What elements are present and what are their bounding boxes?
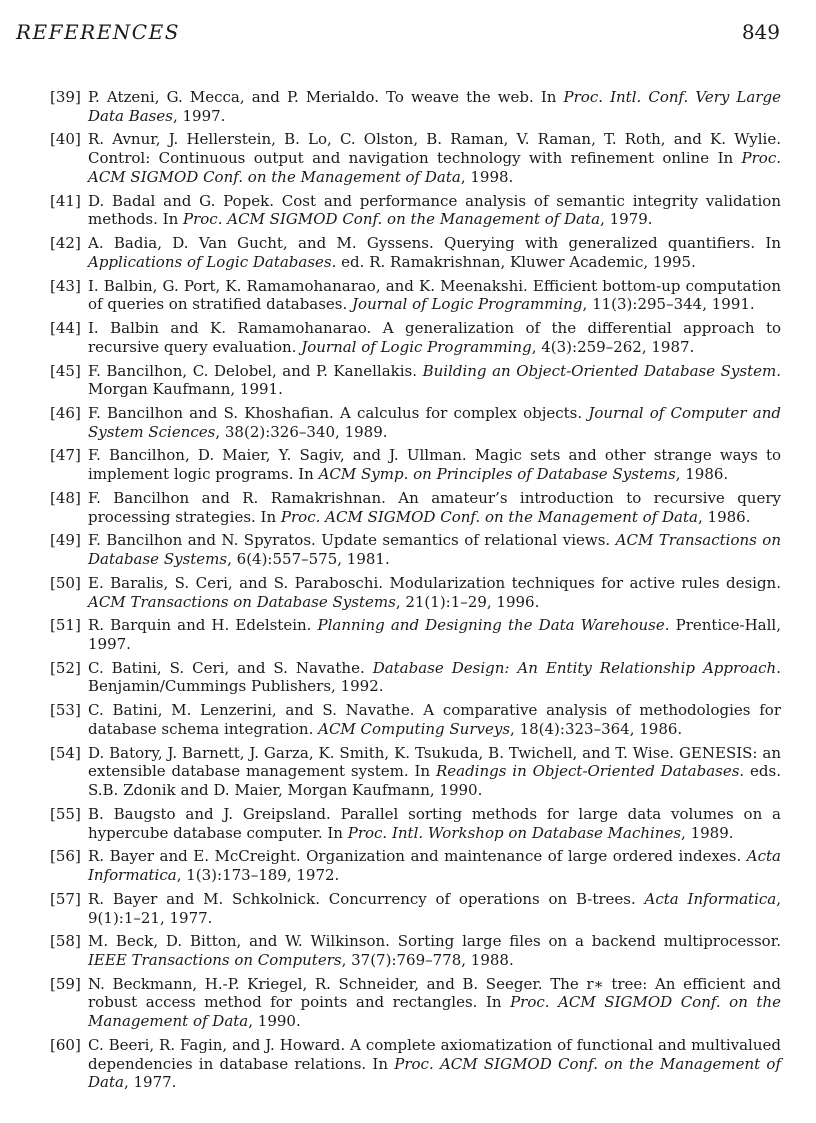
reference-venue: Proc. Intl. Workshop on Database Machines (347, 823, 682, 842)
reference-entry (50, 975, 781, 1031)
reference-number: [59] (50, 974, 81, 993)
reference-entry (50, 616, 781, 653)
reference-text (88, 192, 781, 229)
reference-number: [47] (50, 446, 81, 465)
reference-text (88, 319, 781, 356)
reference-number: [60] (50, 1035, 81, 1054)
reference-entry (50, 1036, 781, 1092)
reference-entry (50, 701, 781, 738)
reference-segment: . Prentice-Hall, 1997. (88, 616, 781, 653)
reference-number: [54] (50, 743, 81, 762)
reference-segment: C. Batini, M. Lenzerini, and S. Navathe. A comparative analysis of methodologies for database schema integration. (88, 701, 781, 738)
reference-venue: ACM Transactions on Database Systems (88, 592, 396, 611)
reference-segment: E. Baralis, S. Ceri, and S. Paraboschi. Modularization techniques for active rules design. (88, 573, 781, 592)
reference-text (88, 701, 781, 738)
reference-entry (50, 932, 781, 969)
reference-venue: Journal of Logic Programming (301, 337, 532, 356)
reference-venue: Proc. ACM SIGMOD Conf. on the Management of Data (88, 993, 781, 1031)
reference-number: [41] (50, 191, 81, 210)
reference-entry (50, 446, 781, 483)
reference-segment: , 1979. (600, 210, 653, 229)
reference-segment: F. Bancilhon, C. Delobel, and P. Kanellakis. (88, 361, 423, 380)
reference-text (88, 1036, 781, 1092)
reference-number: [44] (50, 319, 81, 338)
reference-text (88, 277, 781, 314)
reference-venue: Proc. Intl. Conf. Very Large Data Bases (88, 88, 781, 125)
reference-venue: Acta Informatica (88, 847, 781, 885)
reference-entry (50, 362, 781, 399)
reference-text (88, 975, 781, 1031)
reference-venue: Database Design: An Entity Relationship Approach (372, 658, 777, 677)
reference-segment: F. Bancilhon and R. Ramakrishnan. An amateur’s introduction to recursive query processing strategies. In (88, 488, 781, 526)
reference-number: [57] (50, 889, 81, 908)
reference-venue: Readings in Object-Oriented Databases. (435, 762, 745, 781)
reference-venue: Journal of Logic Programming (352, 295, 583, 314)
reference-segment: I. Balbin and K. Ramamohanarao. A generalization of the differential approach to recursive query evaluation. (88, 319, 781, 356)
reference-segment: , 1990. (248, 1012, 301, 1031)
running-header (16, 20, 780, 46)
reference-segment: C. Batini, S. Ceri, and S. Navathe. (88, 658, 373, 677)
reference-text (88, 659, 781, 696)
reference-number: [58] (50, 932, 81, 951)
reference-segment: B. Baugsto and J. Greipsland. Parallel sorting methods for large data volumes on a hypercube database computer. In (88, 804, 781, 842)
reference-text (88, 847, 781, 884)
reference-segment: D. Badal and G. Popek. Cost and performance analysis of semantic integrity validation methods. In (88, 191, 781, 229)
reference-text (88, 744, 781, 800)
reference-venue: Journal of Computer and System Sciences (88, 403, 781, 441)
reference-number: [45] (50, 361, 81, 380)
reference-segment: P. Atzeni, G. Mecca, and P. Merialdo. To weave the web. In (88, 88, 564, 106)
reference-segment: eds. S.B. Zdonik and D. Maier, Morgan Kaufmann, 1990. (88, 762, 781, 800)
reference-text (88, 932, 781, 969)
reference-venue: Applications of Logic Databases. (88, 252, 337, 271)
reference-segment: , 18(4):323–364, 1986. (510, 719, 683, 738)
page-number: 849 (741, 20, 780, 44)
reference-venue: Proc. ACM SIGMOD Conf. on the Management of Data (280, 507, 698, 526)
reference-text (88, 404, 781, 441)
reference-entry (50, 489, 781, 526)
reference-text (88, 130, 781, 186)
reference-entry (50, 890, 781, 927)
reference-entry (50, 659, 781, 696)
reference-entry (50, 192, 781, 229)
reference-entry (50, 319, 781, 356)
reference-entry (50, 277, 781, 314)
reference-segment: , 1997. (172, 106, 226, 125)
reference-venue: Proc. ACM SIGMOD Conf. on the Management of Data (88, 149, 781, 186)
section-title: REFERENCES (16, 20, 180, 44)
reference-segment: R. Barquin and H. Edelstein. (88, 616, 318, 635)
reference-segment: , 1977. (123, 1073, 177, 1092)
reference-text (88, 446, 781, 483)
reference-number: [42] (50, 234, 81, 253)
reference-segment: , 11(3):295–344, 1991. (582, 295, 755, 314)
reference-segment: R. Bayer and M. Schkolnick. Concurrency of operations on B-trees. (88, 889, 645, 908)
reference-number: [50] (50, 573, 81, 592)
reference-segment: C. Beeri, R. Fagin, and J. Howard. A complete axiomatization of functional and multivalued dependencies in database relations. In (88, 1035, 781, 1073)
reference-segment: , 1(3):173–189, 1972. (176, 866, 340, 885)
reference-venue: ACM Computing Surveys (318, 719, 511, 738)
reference-entry (50, 805, 781, 842)
reference-segment: , 1986. (675, 465, 729, 484)
reference-venue: Acta Informatica (644, 889, 777, 908)
reference-segment: , 4(3):259–262, 1987. (531, 337, 695, 356)
reference-text (88, 489, 781, 526)
reference-segment: D. Batory, J. Barnett, J. Garza, K. Smith, K. Tsukuda, B. Twichell, and T. Wise. GENESIS: an extensible database management system. In (88, 743, 781, 781)
reference-number: [53] (50, 701, 81, 720)
reference-venue: Proc. ACM SIGMOD Conf. on the Management of Data (88, 1054, 781, 1092)
reference-number: [55] (50, 804, 81, 823)
reference-segment: , 1986. (697, 507, 751, 526)
reference-text (88, 890, 781, 927)
reference-text (88, 616, 781, 653)
reference-number: [48] (50, 488, 81, 507)
reference-segment: R. Bayer and E. McCreight. Organization and maintenance of large ordered indexes. (88, 847, 747, 866)
reference-venue: Planning and Designing the Data Warehouse (317, 616, 665, 635)
reference-number: [40] (50, 130, 81, 149)
reference-entry (50, 404, 781, 441)
reference-segment: A. Badia, D. Van Gucht, and M. Gyssens. Querying with generalized quantifiers. In (88, 234, 781, 253)
reference-segment: Morgan Kaufmann, 1991. (88, 380, 283, 399)
reference-segment: , 21(1):1–29, 1996. (395, 592, 540, 611)
reference-segment: R. Avnur, J. Hellerstein, B. Lo, C. Olston, B. Raman, V. Raman, T. Roth, and K. Wylie. Control: Continuous output and navigation technology with refinement online In (88, 130, 781, 168)
reference-entry (50, 234, 781, 271)
reference-segment: , 37(7):769–778, 1988. (341, 950, 514, 969)
reference-entry (50, 531, 781, 568)
reference-text (88, 805, 781, 842)
reference-segment: F. Bancilhon and N. Spyratos. Update semantics of relational views. (88, 531, 616, 550)
reference-segment: F. Bancilhon and S. Khoshafian. A calculus for complex objects. (88, 403, 589, 422)
reference-text (88, 531, 781, 568)
reference-segment: F. Bancilhon, D. Maier, Y. Sagiv, and J. Ullman. Magic sets and other strange ways to implement logic programs. In (88, 446, 781, 484)
reference-text (88, 574, 781, 611)
reference-segment: M. Beck, D. Bitton, and W. Wilkinson. Sorting large files on a backend multiprocessor. (88, 932, 781, 951)
reference-segment: ed. R. Ramakrishnan, Kluwer Academic, 1995. (336, 252, 696, 271)
reference-text (88, 362, 781, 399)
reference-list (50, 88, 781, 1097)
reference-entry (50, 88, 781, 125)
reference-segment: , 38(2):326–340, 1989. (215, 422, 388, 441)
reference-venue: IEEE Transactions on Computers (88, 950, 342, 969)
reference-entry (50, 574, 781, 611)
reference-text (88, 234, 781, 271)
reference-number: [43] (50, 276, 81, 295)
reference-entry (50, 130, 781, 186)
reference-text (88, 88, 781, 125)
reference-segment: , 9(1):1–21, 1977. (88, 889, 781, 927)
reference-segment: , 1998. (460, 167, 514, 186)
reference-segment: , 6(4):557–575, 1981. (227, 550, 390, 569)
reference-number: [52] (50, 658, 81, 677)
reference-venue: ACM Symp. on Principles of Database Systems (318, 465, 676, 484)
reference-entry (50, 847, 781, 884)
reference-venue: Building an Object-Oriented Database System. (422, 361, 781, 380)
reference-segment: N. Beckmann, H.-P. Kriegel, R. Schneider, and B. Seeger. The r∗ tree: An efficient and robust access method for points and rectangles. In (88, 974, 781, 1012)
reference-segment: . Benjamin/Cummings Publishers, 1992. (88, 658, 781, 696)
reference-venue: Proc. ACM SIGMOD Conf. on the Management of Data (183, 210, 601, 229)
reference-entry (50, 744, 781, 800)
reference-number: [49] (50, 531, 81, 550)
reference-number: [56] (50, 847, 81, 866)
reference-number: [51] (50, 616, 81, 635)
reference-segment: , 1989. (681, 823, 734, 842)
reference-segment: I. Balbin, G. Port, K. Ramamohanarao, and K. Meenakshi. Efficient bottom-up computation of queries on stratified databases. (88, 276, 781, 314)
reference-venue: ACM Transactions on Database Systems (88, 531, 781, 569)
reference-number: [39] (50, 88, 81, 106)
reference-number: [46] (50, 403, 81, 422)
